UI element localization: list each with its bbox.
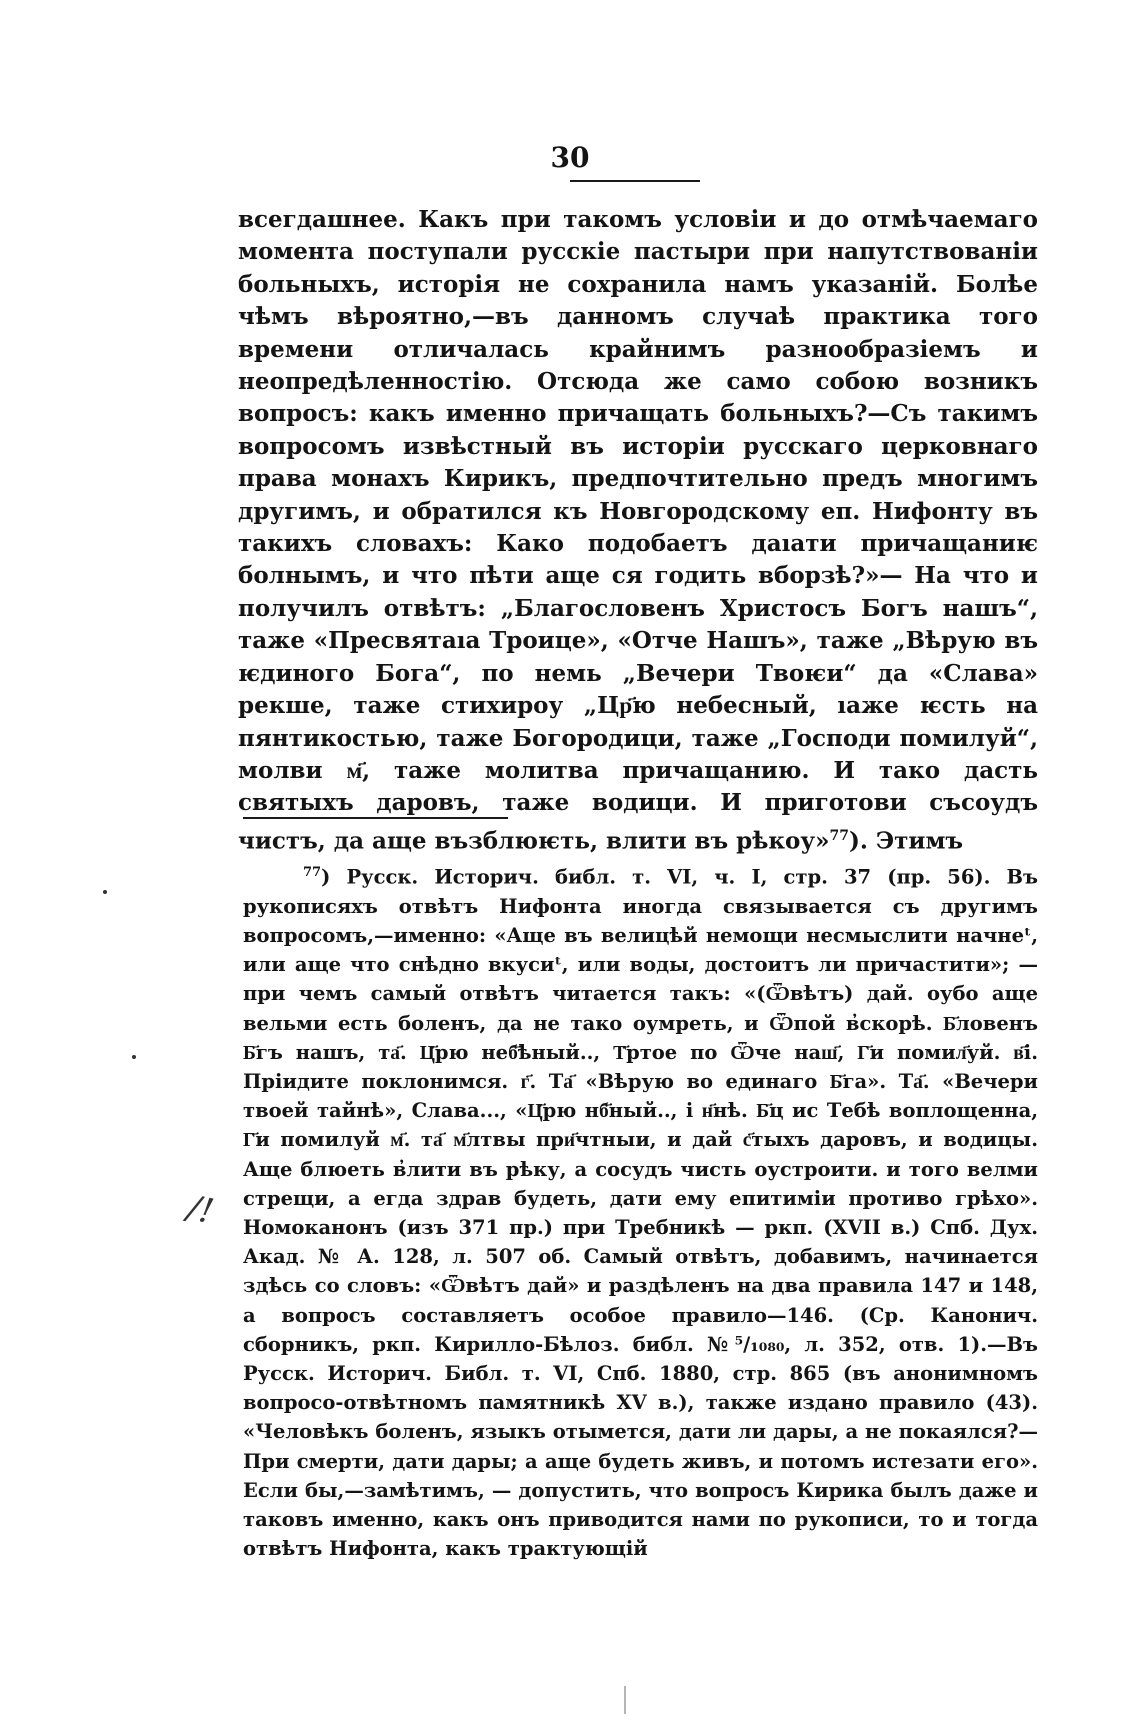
footnote-reference: 77 <box>829 827 849 844</box>
footnote-marker: 77 <box>303 865 322 880</box>
footnote-separator <box>243 817 508 819</box>
margin-pencil-mark: /! <box>184 1187 218 1233</box>
bottom-fold-mark <box>624 1686 626 1714</box>
page-number: 30 <box>550 141 590 174</box>
main-paragraph <box>238 204 1038 858</box>
speck <box>132 1055 136 1059</box>
main-paragraph-body: всегдашнее. Какъ при такомъ условіи и до отмѣчаемаго момента поступали русскіе пастыри при напутствованіи больныхъ, исторія не сохранила намъ указаній. Болѣе чѣмъ вѣроятно,—въ данномъ случаѣ практика того времени отличалась крайнимъ разнообразіемъ и неопредѣленностію. Отсюда же само собою возникъ вопросъ: какъ именно причащать больныхъ?—Съ такимъ вопросомъ извѣстный въ исторіи русскаго церковнаго права монахъ Кирикъ, предпочтительно предъ многимъ другимъ, и обратился къ Новгородскому еп. Нифонту въ такихъ словахъ: Како подобаетъ даıати причащаниѥ болнымъ, и что пѣти аще ся годить вборзѣ?»— На что и получилъ отвѣтъ: „Благословенъ Христосъ Богъ нашъ“, таже «Пресвятаıа Троице», «Отче Нашъ», таже „Вѣрую въ ѥдиного Бога“, по немь „Вечери Твоѥи“ да «Слава» рекше, таже стихироу „Цр҃ю небесный, ıаже ѥсть на пянтикостью, таже Богородици, таже „Господи помилуй“, молви м҃, таже молитва причащанию. И тако дасть святыхъ даровъ, таже водици. И приготови съсоудъ чистъ, да аще възблюѥть, влити въ рѣкоу» <box>238 206 1038 855</box>
footnote-body: ) Русск. Историч. библ. т. VI, ч. I, стр. 37 (пр. 56). Въ рукописяхъ отвѣтъ Нифонта иногда связывается съ другимъ вопросомъ,—именно: «Аще въ велицѣй немощи несмыслити начнеᵗ, или аще что снѣдно вкусиᵗ, или воды, достоитъ ли причастити»; — при чемъ самый отвѣтъ читается такъ: «(Ѿвѣтъ) дай. оубо аще вельми есть боленъ, да не тако оумреть, и Ѿпой в̓скорѣ. Б҃ловенъ Б҃гъ нашъ, та҃. Ц҃рю неб҃ѣный.., Т҃ртое по Ѿче наш҃, Г҃и помил҃уй. в҃і. Прiидите поклонимся. г҃. Та҃ «Вѣрую во единаго Б҃га». Та҃. «Вечери твоей тайнѣ», Слава..., «Ц҃рю нб҃ный.., і н҃нѣ. Б҃ц ис Тебѣ воплощенна, Г҃и помилуй м҃. та҃ м҃лтвы при҃чтныи, и дай с҃тыхъ даровъ, и водицы. Аще блюеть в̓лити въ рѣку, а сосудъ чисть оустроити. и того велми стрещи, а егда здрав будеть, дати ему епитимiи противо грѣхо». Номоканонъ (изъ 371 пр.) при Требникѣ — ркп. (XVII в.) Спб. Дух. Акад. № А. 128, л. 507 об. Самый отвѣтъ, добавимъ, начинается здѣсь со словъ: «Ѿвѣтъ дай» и раздѣленъ на два правила 147 и 148, а вопросъ составляетъ особое правило—146. (Ср. Канонич. сборникъ, ркп. Кирилло-Бѣлоз. библ. №⁵/₁₀₈₀, л. 352, отв. 1).—Въ Русск. Историч. Библ. т. VI, Спб. 1880, стр. 865 (въ анонимномъ вопросо-отвѣтномъ памятникѣ XV в.), также издано правило (43). «Человѣкъ боленъ, языкъ отымется, дати ли дары, а не покаялся?—При смерти, дати дары; а аще будеть живъ, и потомъ истезати его». Если бы,—замѣтимъ, — допустить, что вопросъ Кирика былъ даже и таковъ именно, какъ онъ приводится нами по рукописи, то и тогда отвѣтъ Нифонта, какъ трактующій <box>243 865 1038 1561</box>
main-paragraph-tail: ). Этимъ <box>848 827 964 855</box>
page-number-rule <box>570 180 700 182</box>
speck <box>103 890 107 894</box>
footnote <box>243 858 1038 1563</box>
